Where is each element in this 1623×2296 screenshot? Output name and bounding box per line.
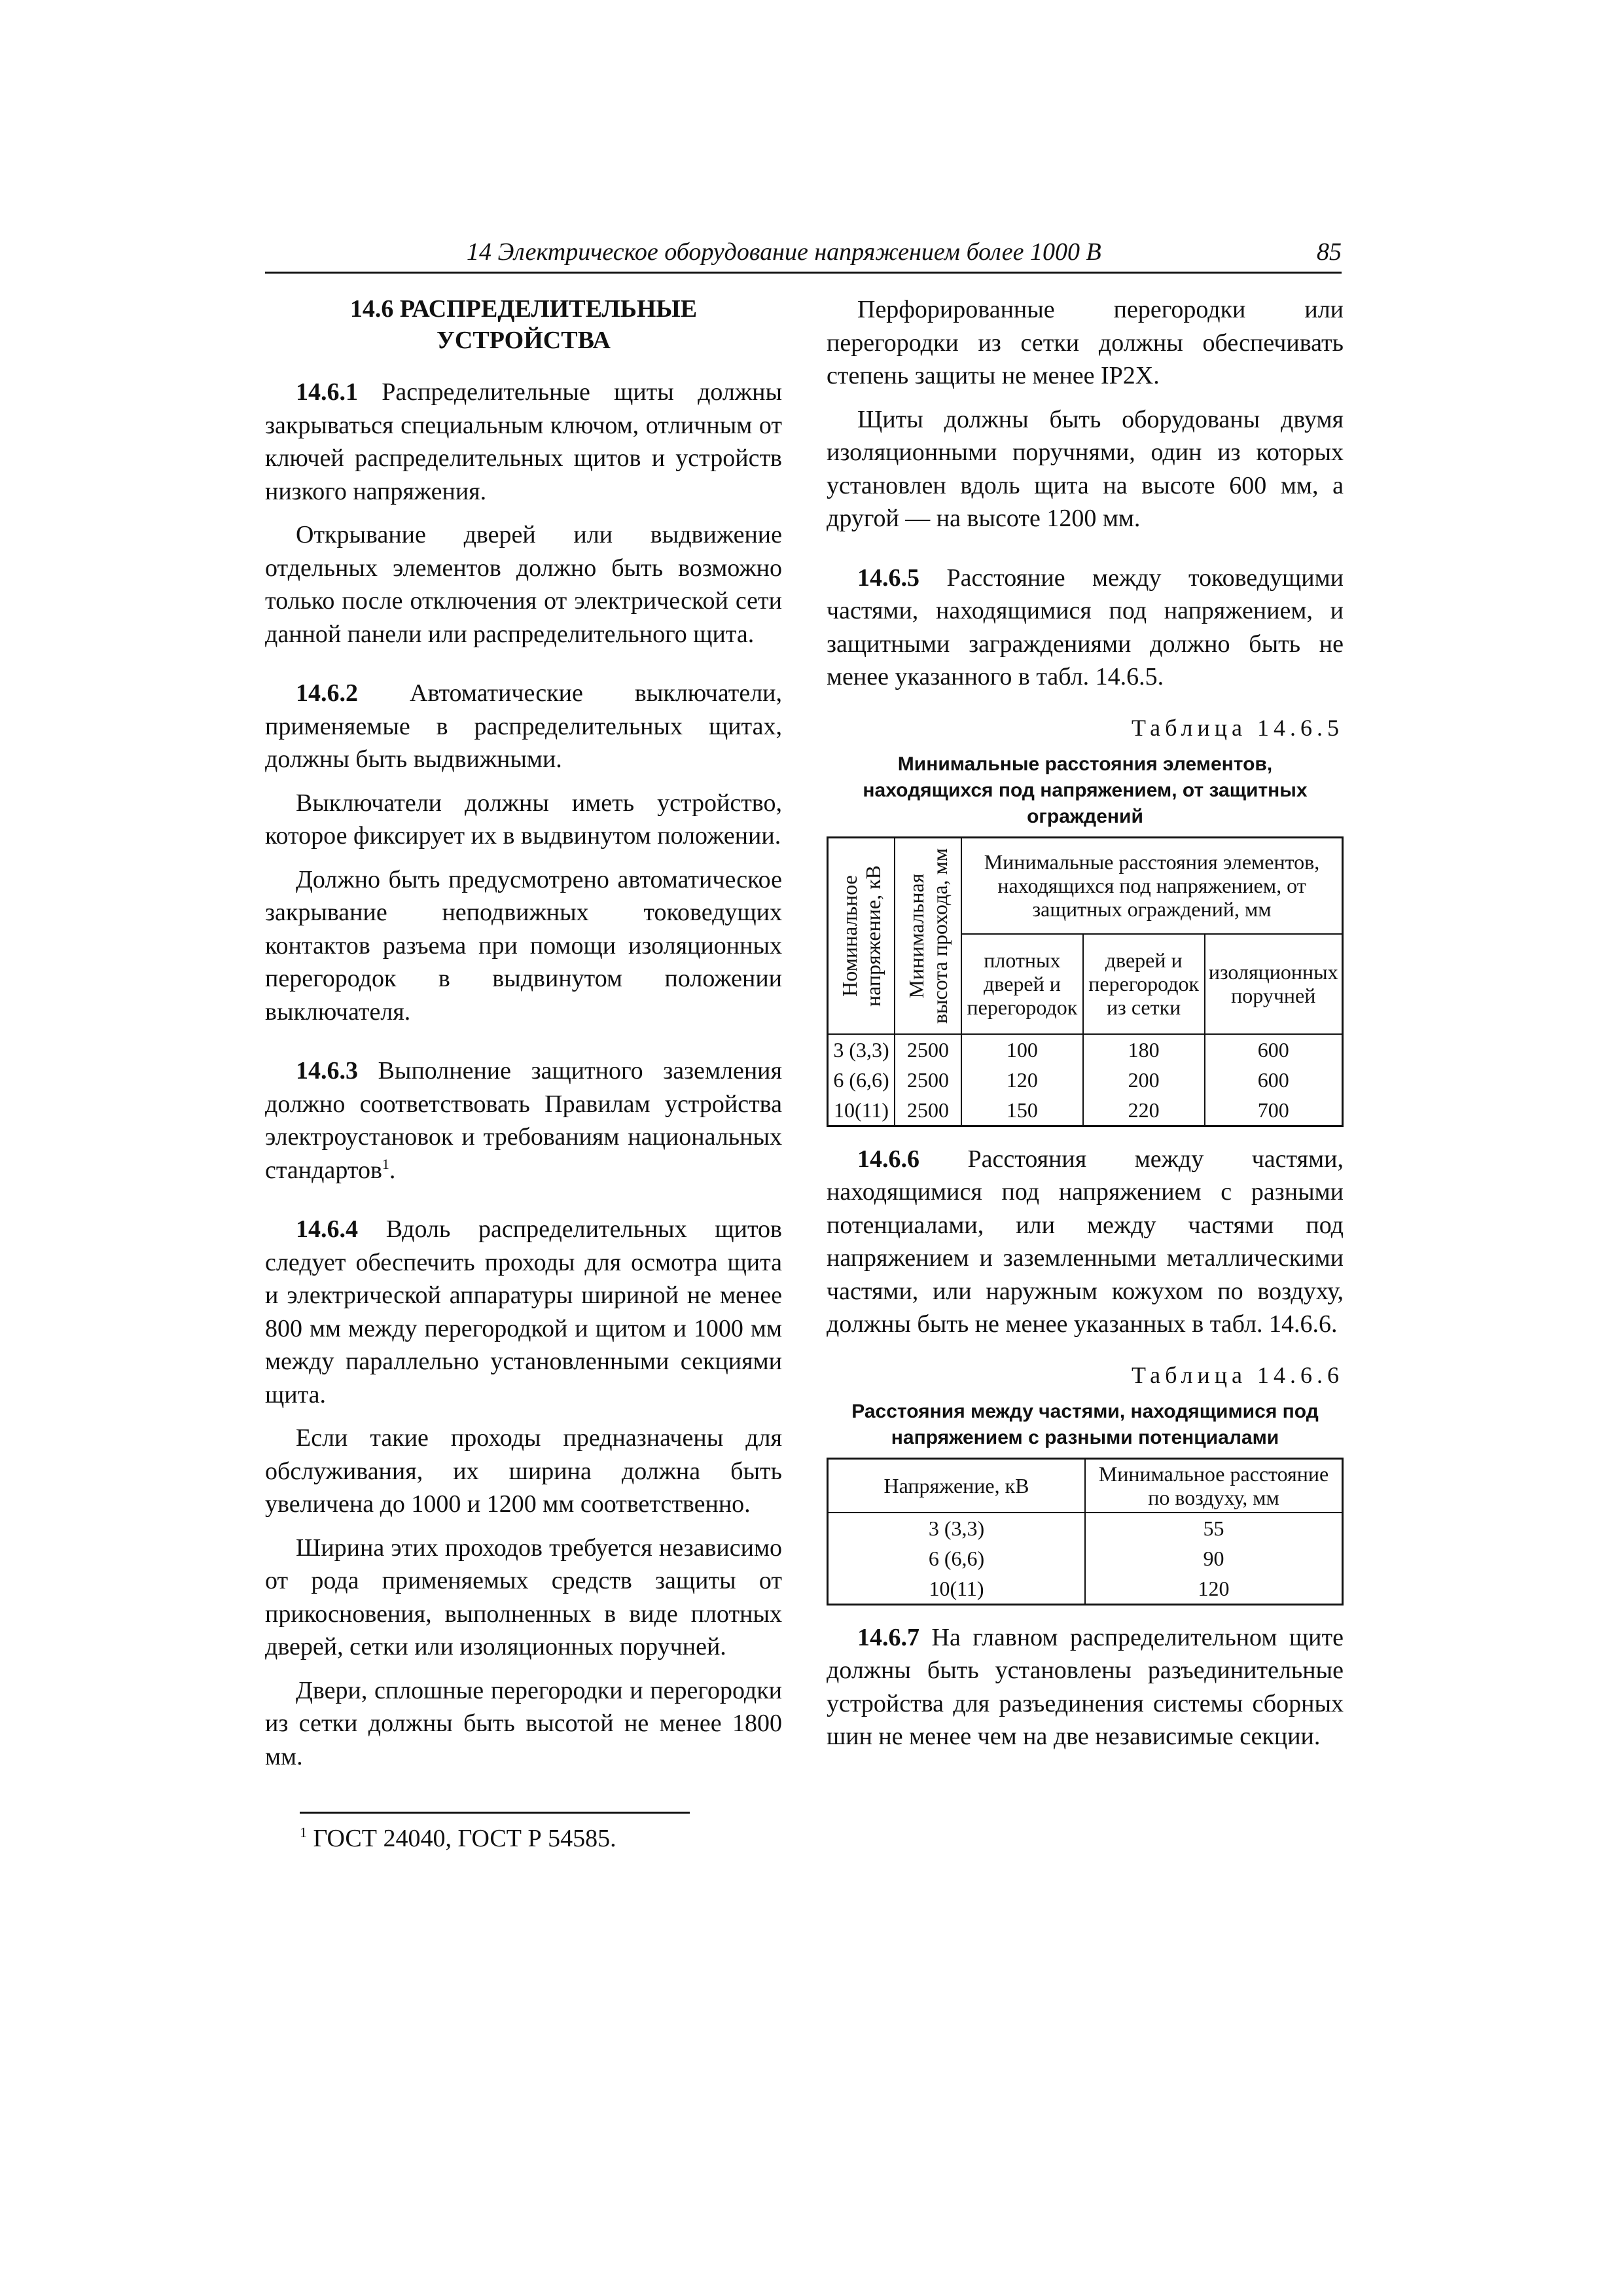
section-heading-line2: УСТРОЙСТВА — [437, 327, 611, 354]
table-cell: 2500 — [895, 1034, 961, 1065]
column-header-mesh-doors: дверей и перегородок из сетки — [1083, 934, 1205, 1034]
paragraph-14-6-6 — [827, 1143, 1344, 1341]
column-header-solid-doors: плотных дверей и перегородок — [961, 934, 1083, 1034]
table-row — [828, 1513, 1343, 1543]
table-row — [828, 1065, 1343, 1095]
running-header-title: 14 Электрическое оборудование напряжением более 1000 В — [467, 238, 1101, 266]
table-cell: 2500 — [895, 1065, 961, 1095]
paragraph: Открывание дверей или выдвижение отдельных элементов должно быть возможно только после отключения от электрической сети данной панели или распределительного щита. — [265, 521, 782, 648]
paragraph-end: . — [389, 1156, 396, 1184]
paragraph: Выключатели должны иметь устройство, которое фиксирует их в выдвинутом положении. — [265, 789, 782, 850]
table-cell: 120 — [1085, 1573, 1343, 1605]
table-cell: 200 — [1083, 1065, 1205, 1095]
paragraph-text: Расстояние между токоведущими частями, находящимися под напряжением, и защитными заграждениями должно быть не менее указанного в табл. 14.6.5. — [827, 564, 1344, 691]
table-cell: 180 — [1083, 1034, 1205, 1065]
table-cell: 10(11) — [828, 1095, 895, 1126]
table-title: Минимальные расстояния элементов, находящихся под напряжением, от защитных ограждений — [863, 753, 1308, 827]
paragraph: Если такие проходы предназначены для обслуживания, их ширина должна быть увеличена до 1000 и 1200 мм соответственно. — [265, 1424, 782, 1518]
table-row — [828, 1034, 1343, 1065]
table-cell: 600 — [1205, 1034, 1343, 1065]
table-cell: 3 (3,3) — [828, 1513, 1086, 1543]
paragraph-text: Выполнение защитного заземления должно соответствовать Правилам устройства электроустановок и требованиям национальных стандартов — [265, 1057, 782, 1184]
column-header-insulating-rails: изоляционных поручней — [1205, 934, 1343, 1034]
paragraph: Ширина этих проходов требуется независимо от рода применяемых средств защиты от прикосновения, выполненных в виде плотных дверей, сетки или изоляционных поручней. — [265, 1534, 782, 1660]
paragraph: Перфорированные перегородки или перегородки из сетки должны обеспечивать степень защиты не менее IP2X. — [827, 296, 1344, 389]
right-column — [827, 293, 1344, 1764]
clause-number: 14.6.1 — [296, 378, 358, 406]
table-reference: Таблица 14.6.6 — [1132, 1361, 1344, 1388]
clause-number: 14.6.4 — [296, 1215, 358, 1243]
paragraph-14-6-7 — [827, 1621, 1344, 1753]
table-row — [828, 1543, 1343, 1573]
running-header — [265, 232, 1342, 274]
section-heading — [265, 293, 782, 356]
clause-number: 14.6.6 — [857, 1145, 919, 1173]
paragraph-text: Расстояния между частями, находящимися под напряжением с разными потенциалами, или между частями под напряжением и заземленными металлическими частями, или наружным кожухом по воздуху, должны быть не менее указанных в табл. 14.6.6. — [827, 1145, 1344, 1338]
paragraph-text: Распределительные щиты должны закрываться специальным ключом, отличным от ключей распределительных щитов и устройств низкого напряжения. — [265, 378, 782, 505]
table-cell: 100 — [961, 1034, 1083, 1065]
distance-table-14-6-5 — [827, 836, 1344, 1127]
table-cell: 10(11) — [828, 1573, 1086, 1605]
paragraph-text: Вдоль распределительных щитов следует обеспечить проходы для осмотра щита и электрической аппаратуры шириной не менее 800 мм между перегородкой и щитом и 1000 мм между параллельно установленными секциями щита. — [265, 1215, 782, 1408]
paragraph-14-6-4 — [265, 1213, 782, 1411]
distance-table-14-6-6 — [827, 1458, 1344, 1605]
paragraph: Должно быть предусмотрено автоматическое закрывание неподвижных токоведущих контактов разъема при помощи изоляционных перегородок в выдвинутом положении выключателя. — [265, 865, 782, 1026]
table-reference: Таблица 14.6.5 — [1132, 714, 1344, 741]
table-cell: 220 — [1083, 1095, 1205, 1126]
table-cell: 6 (6,6) — [828, 1543, 1086, 1573]
paragraph-text: На главном распределительном щите должны быть установлены разъединительные устройства для разъединения системы сборных шин не менее чем на две независимые секции. — [827, 1623, 1344, 1750]
column-group-header: Минимальные расстояния элементов, находящихся под напряжением, от защитных ограждений, мм — [961, 837, 1343, 934]
table-cell: 55 — [1085, 1513, 1343, 1543]
clause-number: 14.6.2 — [296, 679, 358, 707]
left-column — [265, 293, 782, 1784]
paragraph: Щиты должны быть оборудованы двумя изоляционными поручнями, один из которых установлен вдоль щита на высоте 600 мм, а другой — на высоте 1200 мм. — [827, 405, 1344, 532]
paragraph: Двери, сплошные перегородки и перегородки из сетки должны быть высотой не менее 1800 мм. — [265, 1676, 782, 1770]
table-cell: 700 — [1205, 1095, 1343, 1126]
column-header-air-distance: Минимальное расстояние по воздуху, мм — [1085, 1458, 1343, 1513]
column-header-voltage: Номинальное напряжение, кВ — [828, 837, 895, 1034]
paragraph-14-6-3 — [265, 1054, 782, 1187]
clause-number: 14.6.3 — [296, 1057, 358, 1085]
section-heading-line1: 14.6 РАСПРЕДЕЛИТЕЛЬНЫЕ — [349, 295, 698, 323]
footnote-marker: 1 — [382, 1155, 389, 1172]
paragraph-14-6-5 — [827, 562, 1344, 694]
footnote — [300, 1823, 616, 1854]
table-row — [828, 1573, 1343, 1605]
table-cell: 6 (6,6) — [828, 1065, 895, 1095]
footnote-text: ГОСТ 24040, ГОСТ Р 54585. — [307, 1825, 616, 1852]
footnote-rule — [300, 1812, 690, 1814]
table-cell: 2500 — [895, 1095, 961, 1126]
paragraph-14-6-2 — [265, 677, 782, 776]
table-cell: 600 — [1205, 1065, 1343, 1095]
table-cell: 90 — [1085, 1543, 1343, 1573]
column-header-passage-height: Минимальная высота прохода, мм — [895, 837, 961, 1034]
footnote-marker: 1 — [300, 1824, 307, 1840]
clause-number: 14.6.7 — [857, 1623, 919, 1651]
column-header-voltage: Напряжение, кВ — [828, 1458, 1086, 1513]
clause-number: 14.6.5 — [857, 564, 919, 592]
page-number: 85 — [1317, 238, 1342, 266]
paragraph-text: Автоматические выключатели, применяемые в распределительных щитах, должны быть выдвижными. — [265, 679, 782, 773]
table-row — [828, 1095, 1343, 1126]
table-title: Расстояния между частями, находящимися под напряжением с разными потенциалами — [851, 1400, 1319, 1448]
table-cell: 150 — [961, 1095, 1083, 1126]
table-cell: 120 — [961, 1065, 1083, 1095]
paragraph-14-6-1 — [265, 376, 782, 508]
table-cell: 3 (3,3) — [828, 1034, 895, 1065]
